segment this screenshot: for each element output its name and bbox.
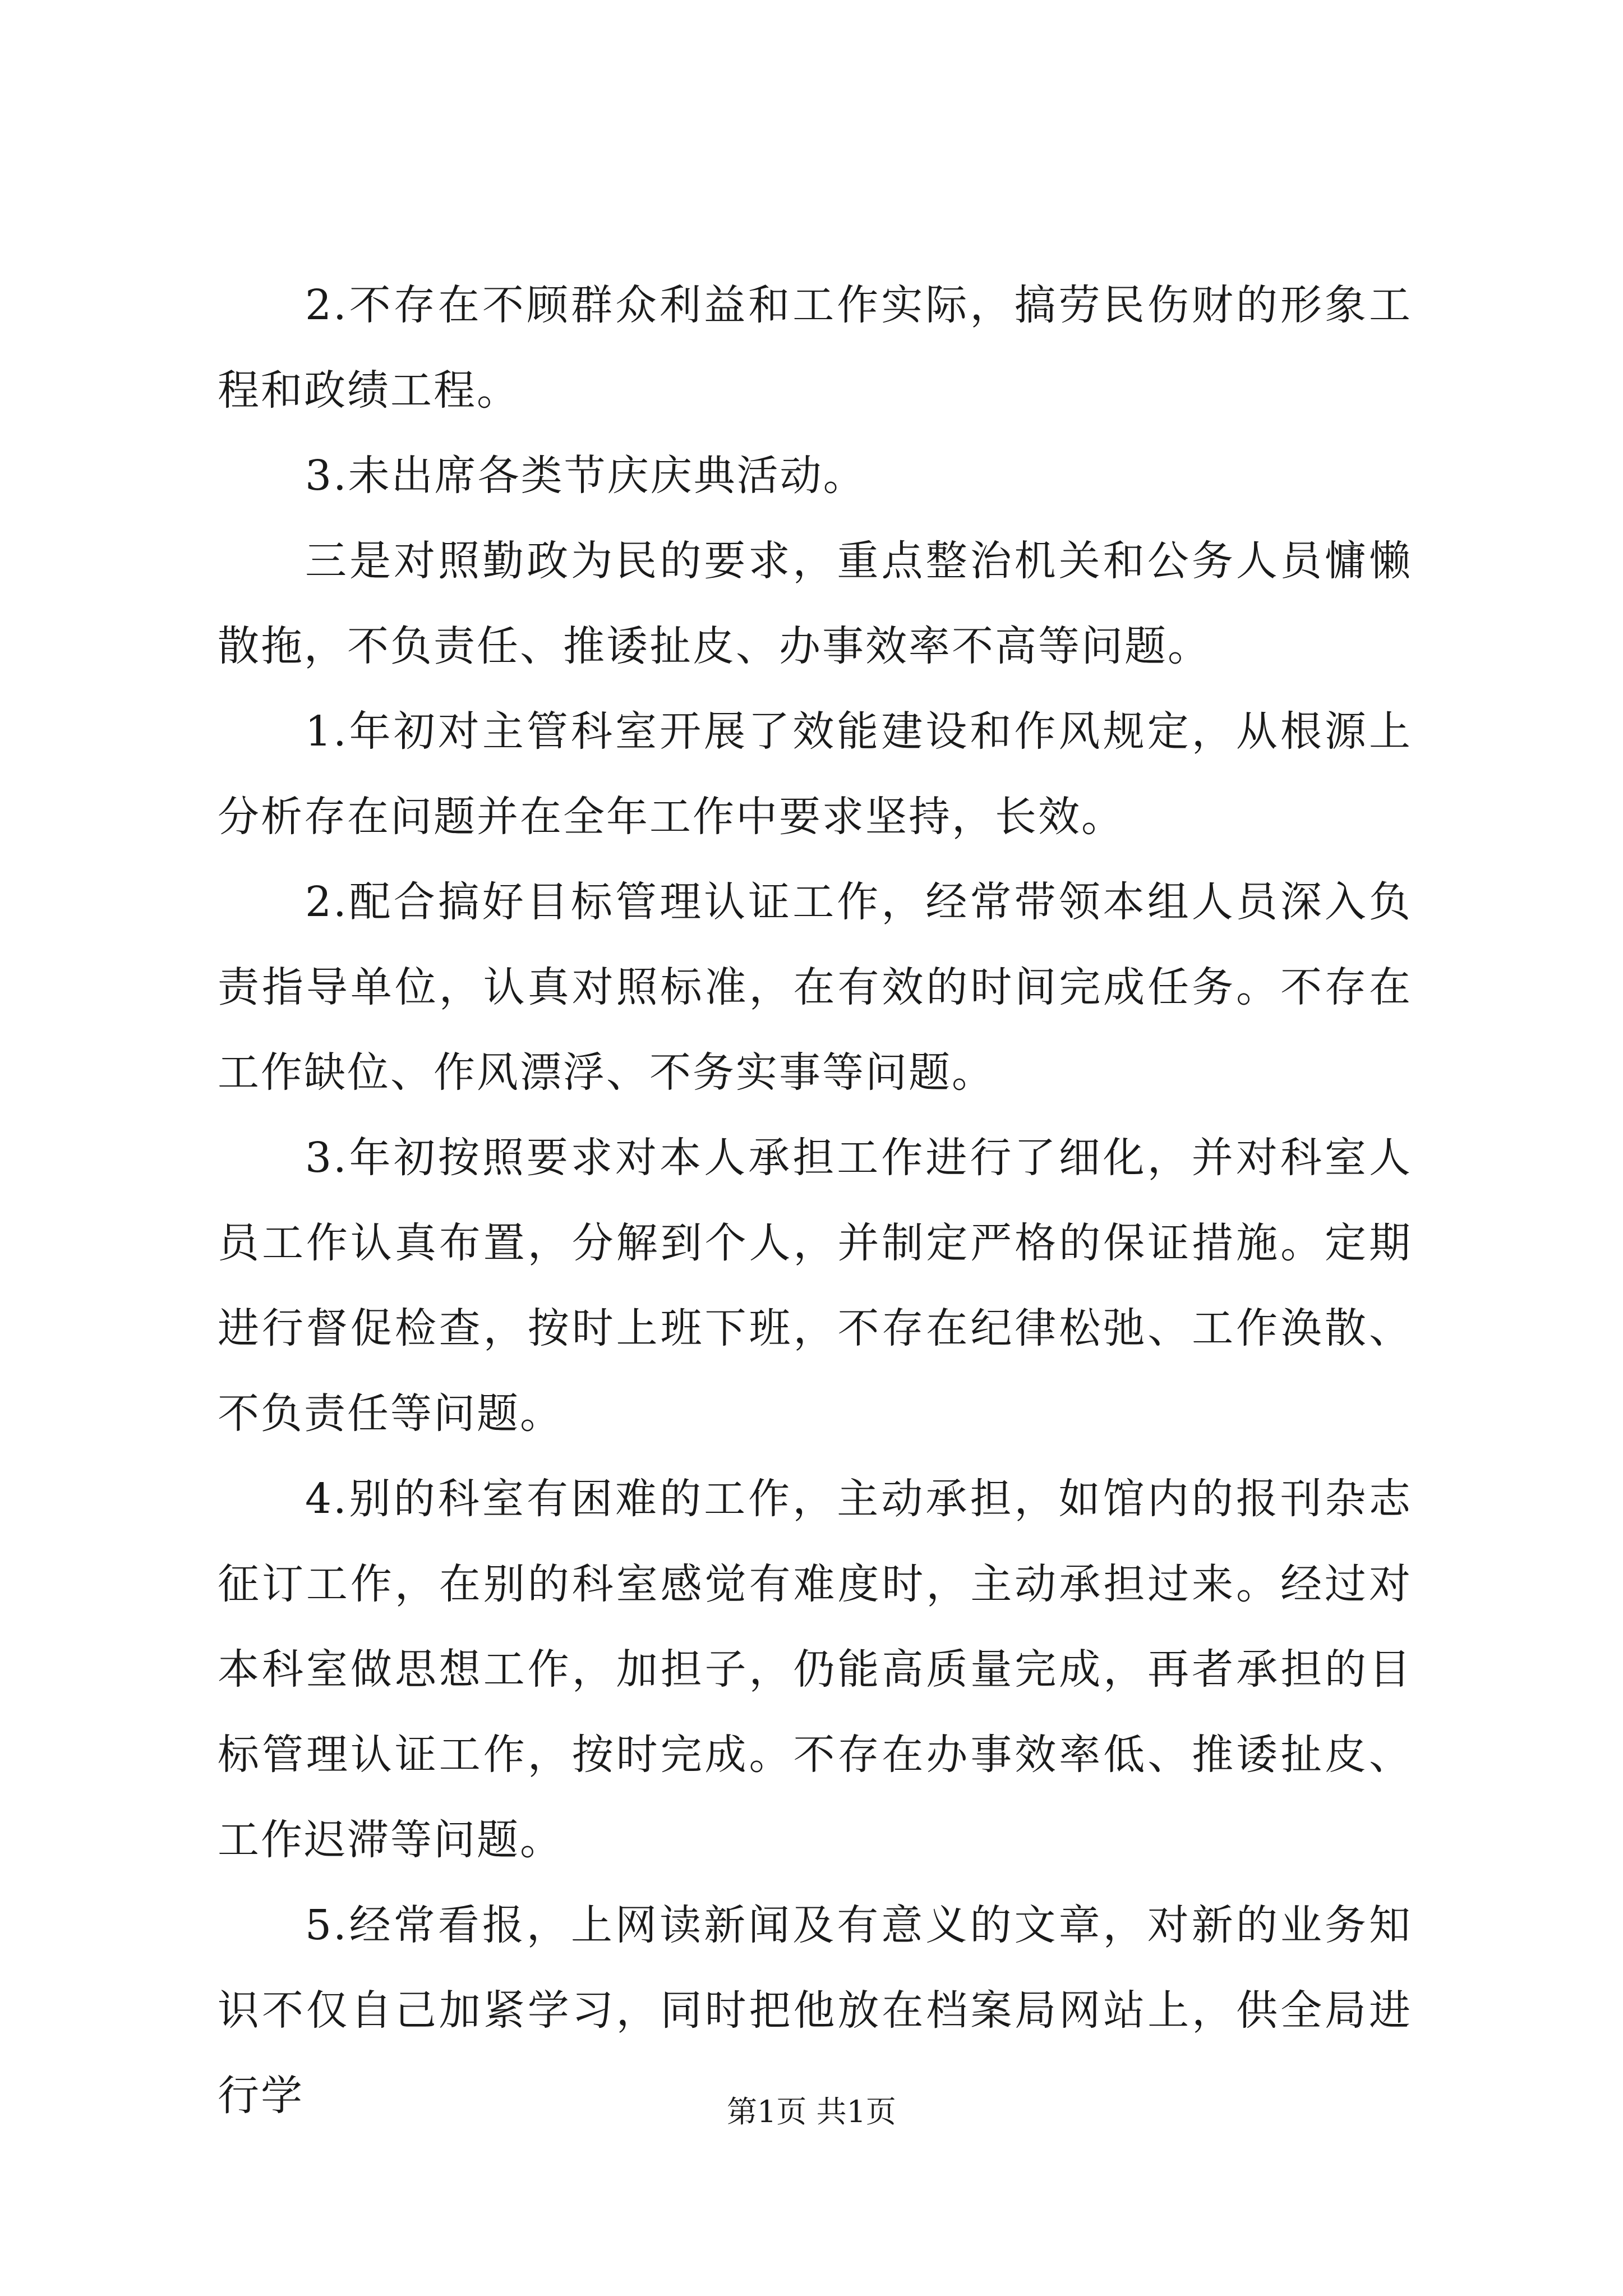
paragraph-2: 3.未出席各类节庆庆典活动。 (305, 452, 866, 500)
paragraph-4: 1.年初对主管科室开展了效能建设和作风规定，从根源上分析存在问题并在全年工作中要求坚持，长效。 (218, 707, 1412, 841)
document-body (218, 263, 1412, 2138)
paragraph-1: 2.不存在不顾群众利益和工作实际，搞劳民伤财的形象工程和政绩工程。 (218, 281, 1412, 415)
paragraph-3: 三是对照勤政为民的要求，重点整治机关和公务人员慵懒散拖，不负责任、推诿扯皮、办事效率不高等问题。 (218, 537, 1412, 670)
paragraph-7: 4.别的科室有困难的工作，主动承担，如馆内的报刊杂志征订工作，在别的科室感觉有难度时，主动承担过来。经过对本科室做思想工作，加担子，仍能高质量完成，再者承担的目标管理认证工作，按时完成。不存在办事效率低、推诿扯皮、工作迟滞等问题。 (218, 1475, 1412, 1864)
paragraph-6: 3.年初按照要求对本人承担工作进行了细化，并对科室人员工作认真布置，分解到个人，并制定严格的保证措施。定期进行督促检查，按时上班下班，不存在纪律松弛、工作涣散、不负责任等问题。 (218, 1134, 1412, 1438)
page-footer: 第1页 共1页 (727, 2094, 896, 2129)
paragraph-8: 5.经常看报，上网读新闻及有意义的文章，对新的业务知识不仅自己加紧学习，同时把他放在档案局网站上，供全局进行学 (218, 1901, 1412, 2120)
paragraph-5: 2.配合搞好目标管理认证工作，经常带领本组人员深入负责指导单位，认真对照标准，在有效的时间完成任务。不存在工作缺位、作风漂浮、不务实事等问题。 (218, 878, 1412, 1097)
